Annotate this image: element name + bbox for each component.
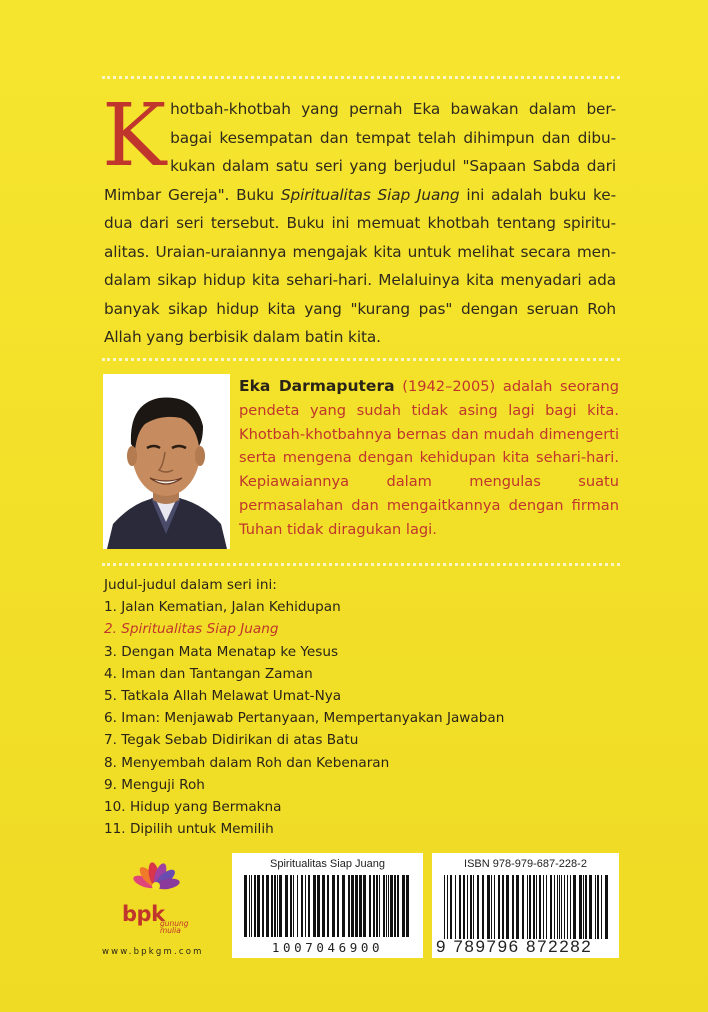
series-item: 8. Menyembah dalam Roh dan Kebenaran bbox=[104, 754, 390, 771]
publisher-logo-text: bpk bbox=[122, 902, 165, 926]
barcode-bar bbox=[279, 875, 282, 937]
barcode-bar bbox=[301, 875, 303, 937]
barcode-bar bbox=[527, 875, 528, 939]
barcode-bar bbox=[313, 875, 316, 937]
series-item: 6. Iman: Menjawab Pertanyaan, Mempertanyakan Jawaban bbox=[104, 710, 505, 727]
intro-paragraph bbox=[102, 86, 616, 352]
drop-cap: K bbox=[102, 86, 167, 186]
barcode-bar bbox=[351, 875, 354, 937]
barcode-bar bbox=[293, 875, 294, 937]
barcode-bar bbox=[322, 875, 325, 937]
series-heading: Judul-judul dalam seri ini: bbox=[104, 577, 277, 593]
barcode-bar bbox=[579, 875, 582, 939]
inventory-barcode bbox=[232, 853, 423, 958]
barcode-bar bbox=[390, 875, 393, 937]
barcode-bar bbox=[447, 875, 448, 939]
barcode-bar bbox=[567, 875, 568, 939]
series-item: 9. Menguji Roh bbox=[104, 776, 205, 793]
series-item: 1. Jalan Kematian, Jalan Kehidupan bbox=[104, 599, 341, 616]
series-item: 5. Tatkala Allah Melawat Umat-Nya bbox=[104, 688, 342, 705]
barcode-bar bbox=[557, 875, 558, 939]
barcode-bar bbox=[539, 875, 541, 939]
barcode-bar bbox=[605, 875, 608, 939]
series-item: 10. Hidup yang Bermakna bbox=[104, 799, 282, 816]
barcode-bar bbox=[266, 875, 269, 937]
barcode-bar bbox=[516, 875, 519, 939]
barcode-bar bbox=[332, 875, 335, 937]
barcode-bar bbox=[388, 875, 389, 937]
barcode-bar bbox=[359, 875, 362, 937]
barcode-bars bbox=[244, 875, 411, 937]
barcode-bar bbox=[274, 875, 276, 937]
intro-text-2: ini adalah buku ke-dua dari seri tersebut. Buku ini memuat khotbah tentang spiritu-alitas. Uraian-uraiannya mengajak kita untuk melihat secara men-dalam sikap hidup kita sehari-hari. Melaluinya kita menyadari ada banyak sikap hidup kita yang "kurang pas" dengan seruan Roh Allah yang berbisik dalam batin kita. bbox=[104, 185, 616, 346]
publisher-logo-sub2: mulia bbox=[160, 926, 181, 935]
barcode-bar bbox=[305, 875, 306, 937]
barcode-bar bbox=[317, 875, 320, 937]
isbn-number: 9 789796 872282 bbox=[436, 937, 593, 956]
barcode-bar bbox=[277, 875, 278, 937]
author-bio bbox=[239, 375, 619, 542]
barcode-bar bbox=[450, 875, 452, 939]
barcode-bar bbox=[444, 875, 445, 939]
barcode-bar bbox=[342, 875, 345, 937]
barcode-bar bbox=[502, 875, 504, 939]
isbn-barcode-bars bbox=[444, 875, 611, 939]
barcode-bar bbox=[271, 875, 273, 937]
barcode-bar bbox=[455, 875, 456, 939]
barcode-bar bbox=[379, 875, 380, 937]
barcode-bar bbox=[355, 875, 358, 937]
barcode-bar bbox=[285, 875, 288, 937]
isbn-barcode bbox=[432, 853, 619, 958]
barcode-bar bbox=[529, 875, 531, 939]
barcode-bar bbox=[546, 875, 547, 939]
barcode-bar bbox=[482, 875, 484, 939]
barcode-bar bbox=[308, 875, 310, 937]
barcode-bar bbox=[402, 875, 405, 937]
barcode-bar bbox=[383, 875, 385, 937]
series-item-current: 2. Spiritualitas Siap Juang bbox=[104, 621, 279, 638]
barcode-bar bbox=[533, 875, 535, 939]
barcode-bar bbox=[369, 875, 371, 937]
barcode-label: Spiritualitas Siap Juang bbox=[270, 858, 385, 870]
barcode-bar bbox=[543, 875, 544, 939]
series-item: 7. Tegak Sebab Didirikan di atas Batu bbox=[104, 732, 359, 749]
barcode-bar bbox=[473, 875, 474, 939]
barcode-bar bbox=[477, 875, 479, 939]
author-photo bbox=[103, 374, 230, 549]
barcode-bar bbox=[559, 875, 560, 939]
barcode-bar bbox=[406, 875, 409, 937]
barcode-bar bbox=[257, 875, 260, 937]
barcode-bar bbox=[564, 875, 565, 939]
barcode-bar bbox=[373, 875, 375, 937]
barcode-bar bbox=[348, 875, 350, 937]
series-item: 11. Dipilih untuk Memilih bbox=[104, 821, 274, 838]
intro-book-title: Spiritualitas Siap Juang bbox=[280, 185, 460, 204]
barcode-bar bbox=[573, 875, 576, 939]
barcode-bar bbox=[337, 875, 339, 937]
barcode-bar bbox=[386, 875, 387, 937]
barcode-bar bbox=[494, 875, 495, 939]
barcode-bar bbox=[394, 875, 396, 937]
barcode-bar bbox=[550, 875, 552, 939]
dotted-divider bbox=[102, 358, 620, 361]
barcode-bar bbox=[327, 875, 329, 937]
publisher-website: www.bpkgm.com bbox=[102, 947, 204, 957]
barcode-number: 1007046900 bbox=[271, 940, 384, 955]
barcode-bar bbox=[597, 875, 599, 939]
publisher-logo bbox=[98, 862, 218, 962]
barcode-bar bbox=[297, 875, 298, 937]
publisher-logo-sub bbox=[160, 920, 189, 934]
barcode-bar bbox=[397, 875, 399, 937]
barcode-bar bbox=[554, 875, 555, 939]
barcode-bar bbox=[487, 875, 490, 939]
author-bio-text: (1942–2005) adalah seorang pendeta yang sudah tidak asing lagi bagi kita. Khotbah-khotbahnya bernas dan mudah dimengerti serta mengena dengan kehidupan kita sehari-hari. Kepiawaiannya dalam mengulas suatu permasalahan dan mengaitkannya dengan firman Tuhan tidak diragukan lagi. bbox=[239, 378, 619, 538]
barcode-bar bbox=[251, 875, 252, 937]
barcode-bar bbox=[595, 875, 596, 939]
publisher-logo-sub1: gunung bbox=[160, 919, 189, 928]
barcode-bar bbox=[467, 875, 468, 939]
dotted-divider bbox=[102, 563, 620, 566]
barcode-bar bbox=[506, 875, 509, 939]
barcode-bar bbox=[363, 875, 366, 937]
barcode-bar bbox=[463, 875, 465, 939]
intro-text-1: hotbah-khotbah yang pernah Eka bawakan dalam ber-bagai kesempatan dan tempat telah dihimpun dan dibu-kukan dalam satu seri yang berjudul "Sapaan Sabda dari Mimbar Gereja". Buku bbox=[104, 100, 616, 204]
barcode-bar bbox=[262, 875, 264, 937]
series-items bbox=[104, 596, 624, 840]
barcode-bar bbox=[244, 875, 247, 937]
dotted-divider bbox=[102, 76, 620, 79]
barcode-bar bbox=[491, 875, 492, 939]
series-item: 4. Iman dan Tantangan Zaman bbox=[104, 665, 313, 682]
barcode-bar bbox=[561, 875, 562, 939]
barcode-bar bbox=[522, 875, 524, 939]
barcode-bar bbox=[570, 875, 571, 939]
barcode-bar bbox=[583, 875, 584, 939]
barcode-bar bbox=[459, 875, 461, 939]
isbn-label: ISBN 978-979-687-228-2 bbox=[464, 858, 587, 870]
barcode-bar bbox=[601, 875, 602, 939]
series-list bbox=[104, 574, 624, 840]
barcode-bar bbox=[470, 875, 472, 939]
barcode-bar bbox=[536, 875, 537, 939]
series-item: 3. Dengan Mata Menatap ke Yesus bbox=[104, 643, 339, 660]
publisher-flower-icon bbox=[98, 862, 218, 906]
barcode-bar bbox=[585, 875, 587, 939]
barcode-bar bbox=[498, 875, 500, 939]
barcode-bar bbox=[589, 875, 592, 939]
barcode-bar bbox=[254, 875, 256, 937]
barcode-bar bbox=[512, 875, 514, 939]
barcode-bar bbox=[249, 875, 250, 937]
barcode-bar bbox=[290, 875, 292, 937]
author-name: Eka Darmaputera bbox=[239, 377, 395, 395]
barcode-bar bbox=[376, 875, 378, 937]
